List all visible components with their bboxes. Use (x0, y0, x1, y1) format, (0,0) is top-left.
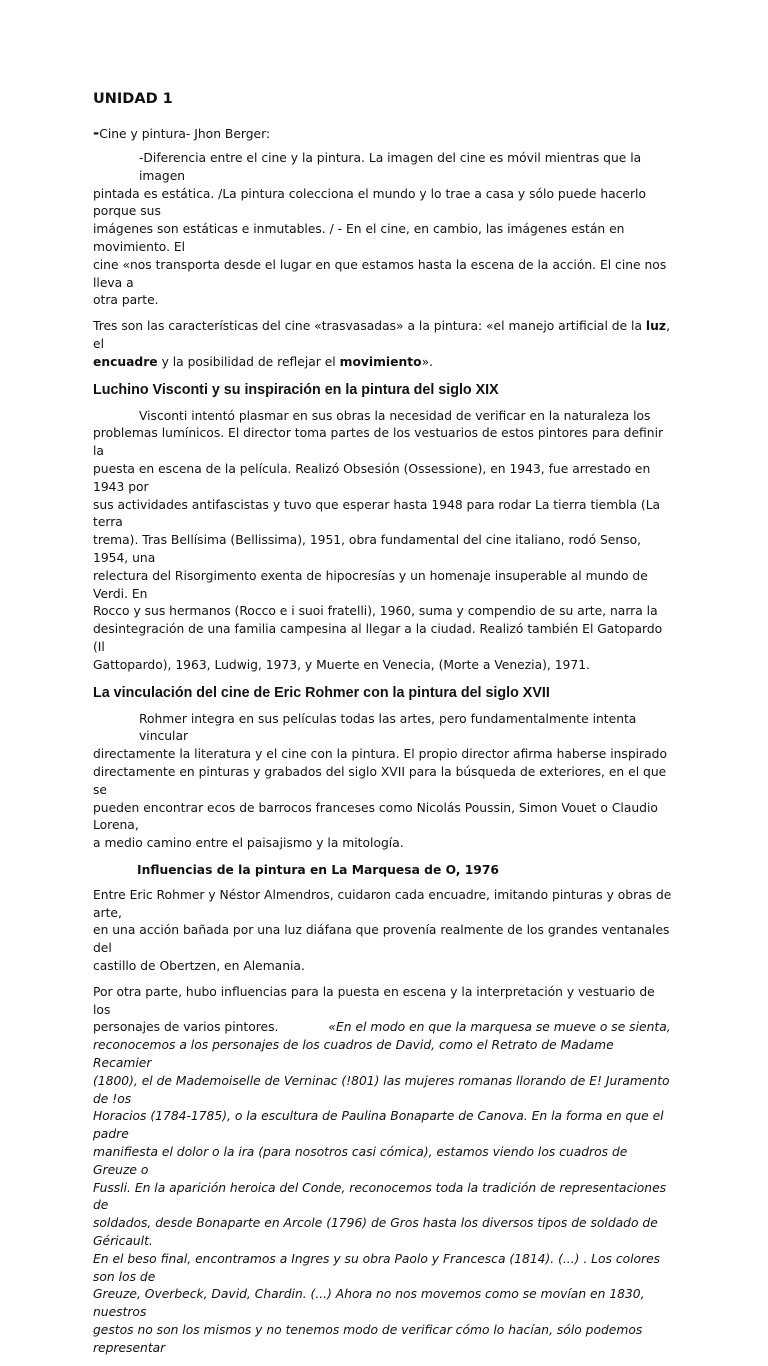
paragraph-line: directamente la literatura y el cine con la pintura. El propio director afirma haberse inspirado (93, 747, 667, 762)
paragraph-line: directamente en pinturas y grabados del siglo XVII para la búsqueda de exteriores, en el que se (93, 764, 667, 797)
paragraph-line: Entre Eric Rohmer y Néstor Almendros, cuidaron cada encuadre, imitando pinturas y obras de arte, (93, 887, 672, 920)
paragraph-line: relectura del Risorgimento exenta de hipocresías y un homenaje insuperable al mundo de Verdi. En (93, 568, 648, 601)
paragraph-line: Rohmer integra en sus películas todas las artes, pero fundamentalmente intenta vincular (139, 711, 637, 744)
paragraph-line: cine «nos transporta desde el lugar en que estamos hasta la escena de la acción. El cine nos lleva a (93, 257, 667, 290)
paragraph-rohmer (93, 711, 673, 853)
paragraph-line: Gattopardo), 1963, Ludwig, 1973, y Muerte en Venecia, (Morte a Venezia), 1971. (93, 657, 590, 672)
text-run: ». (421, 354, 434, 369)
quote-start: «En el modo en que la marquesa se mueve o se sienta, (328, 1020, 671, 1035)
paragraph-line: imágenes son estáticas e inmutables. / - En el cine, en cambio, las imágenes están en movimiento. El (93, 222, 625, 254)
quote-line: reconocemos a los personajes de los cuadros de David, como el Retrato de Madame Recamier (93, 1038, 614, 1071)
paragraph-line: -Diferencia entre el cine y la pintura. La imagen del cine es móvil mientras que la imagen (139, 151, 642, 183)
paragraph-line: trema). Tras Bellísima (Bellissima), 1951, obra fundamental del cine italiano, rodó Senso, 1954, una (93, 533, 642, 565)
paragraph-visconti (93, 408, 673, 675)
heading-marquesa: Influencias de la pintura en La Marquesa de O, 1976 (137, 862, 499, 877)
quote-line: Fussli. En la aparición heroica del Conde, reconocemos toda la tradición de representaciones de (93, 1180, 667, 1213)
paragraph-line: castillo de Obertzen, en Alemania. (93, 959, 305, 974)
paragraph-line: Por otra parte, hubo influencias para la puesta en escena y la interpretación y vestuario de los (93, 984, 655, 1017)
paragraph-cine-pintura (93, 150, 673, 310)
paragraph-line: problemas lumínicos. El director toma partes de los vestuarios de estos pintores para definir la (93, 426, 664, 459)
paragraph-line: puesta en escena de la película. Realizó Obsesión (Ossessione), en 1943, fue arrestado en 1943 por (93, 461, 651, 494)
text-run: personajes de varios pintores. (93, 1020, 279, 1035)
paragraph-caracteristicas (93, 318, 673, 371)
paragraph-line: Visconti intentó plasmar en sus obras la necesidad de verificar en la naturaleza los (139, 408, 651, 423)
text-run: , el (93, 319, 670, 351)
paragraph-almendros (93, 887, 673, 976)
quote-line: Horacios (1784-1785), o la escultura de Paulina Bonaparte de Canova. En la forma en que el padre (93, 1109, 664, 1142)
subtitle (93, 124, 673, 143)
heading-rohmer: La vinculación del cine de Eric Rohmer con la pintura del siglo XVII (93, 684, 550, 701)
bold-movimiento: movimiento (339, 354, 422, 369)
quote-line: (1800), el de Mademoiselle de Verninac (!801) las mujeres romanas llorando de E! Juramento de !os (93, 1073, 670, 1106)
text-run: y la posibilidad de reflejar el (157, 354, 340, 369)
quote-line: manifiesta el dolor o la ira (para nosotros casi cómica), estamos viendo los cuadros de Greuze o (93, 1145, 628, 1177)
paragraph-line: en una acción bañada por una luz diáfana que provenía realmente de los grandes ventanales del (93, 923, 670, 956)
paragraph-line: desintegración de una familia campesina al llegar a la ciudad. Realizó también El Gatopardo (Il (93, 622, 663, 654)
quote-line: soldados, desde Bonaparte en Arcole (1796) de Gros hasta los diversos tipos de soldado de Géricault. (93, 1216, 658, 1249)
quote-line: En el beso final, encontramos a Ingres y su obra Paolo y Francesca (1814). (...) . Los colores son los de (93, 1251, 661, 1284)
text-run: Tres son las características del cine «trasvasadas» a la pintura: «el manejo artificial de la (93, 319, 646, 334)
heading-visconti: Luchino Visconti y su inspiración en la pintura del siglo XIX (93, 381, 499, 398)
bold-encuadre: encuadre (93, 354, 158, 369)
paragraph-line: pintada es estática. /La pintura colecciona el mundo y lo trae a casa y sólo puede hacerlo porque sus (93, 186, 646, 219)
quote-line: gestos no son los mismos y no tenemos modo de verificar cómo lo hacían, sólo podemos representar (93, 1323, 643, 1355)
subtitle-text: Cine y pintura- Jhon Berger: (99, 127, 271, 141)
paragraph-line: otra parte. (93, 293, 159, 308)
paragraph-line: a medio camino entre el paisajismo y la mitología. (93, 836, 404, 851)
bold-luz: luz (645, 319, 667, 334)
quote-line: Greuze, Overbeck, David, Chardin. (...) Ahora no nos movemos como se movían en 1830, nuestros (93, 1287, 645, 1320)
subtitle-dash: - (93, 124, 100, 142)
document-page (93, 88, 673, 1366)
paragraph-line: pueden encontrar ecos de barrocos franceses como Nicolás Poussin, Simon Vouet o Claudio Lorena, (93, 800, 658, 833)
unit-title: UNIDAD 1 (93, 91, 173, 107)
paragraph-line: sus actividades antifascistas y tuvo que esperar hasta 1948 para rodar La tierra tiembla (La terra (93, 497, 661, 530)
paragraph-line: Rocco y sus hermanos (Rocco e i suoi fratelli), 1960, suma y compendio de su arte, narra la (93, 604, 658, 619)
paragraph-influencias (93, 984, 673, 1358)
